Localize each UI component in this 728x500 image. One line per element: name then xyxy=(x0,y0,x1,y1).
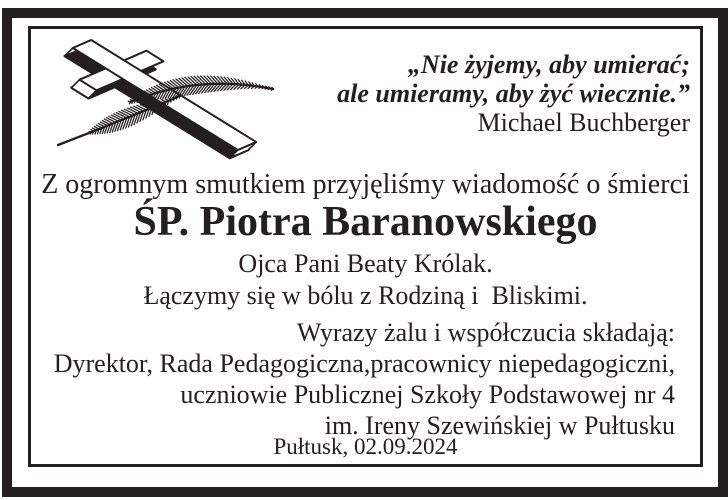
quote-attribution: Michael Buchberger xyxy=(477,108,690,137)
signatories-block xyxy=(31,317,675,441)
signatories-line-2: uczniowie Publicznej Szkoły Podstawowej nr 4 xyxy=(180,380,675,409)
relation-line: Ojca Pani Beaty Królak. xyxy=(238,249,493,278)
quote-line-1: „Nie żyjemy, aby umierać; xyxy=(407,50,690,79)
signatories-line-1: Dyrektor, Rada Pedagogiczna,pracownicy niepedagogiczni, xyxy=(53,349,675,378)
quote-line-2: ale umieramy, aby żyć wiecznie.” xyxy=(337,79,690,108)
announcement-line: Z ogromnym smutkiem przyjęliśmy wiadomość o śmierci xyxy=(41,169,690,200)
condolence-line: Łączymy się w bólu z Rodziną i Bliskimi. xyxy=(143,281,588,310)
announcement-block xyxy=(31,168,700,311)
signatories-line-3: im. Ireny Szewińskiej w Pułtusku xyxy=(324,411,675,440)
deceased-name: ŚP. Piotra Baranowskiego xyxy=(133,199,598,245)
cross-palm-icon xyxy=(38,28,278,163)
quote-block xyxy=(337,50,690,137)
dateline: Pułtusk, 02.09.2024 xyxy=(273,434,458,459)
signatories-intro: Wyrazy żalu i współczucia składają: xyxy=(296,318,675,347)
